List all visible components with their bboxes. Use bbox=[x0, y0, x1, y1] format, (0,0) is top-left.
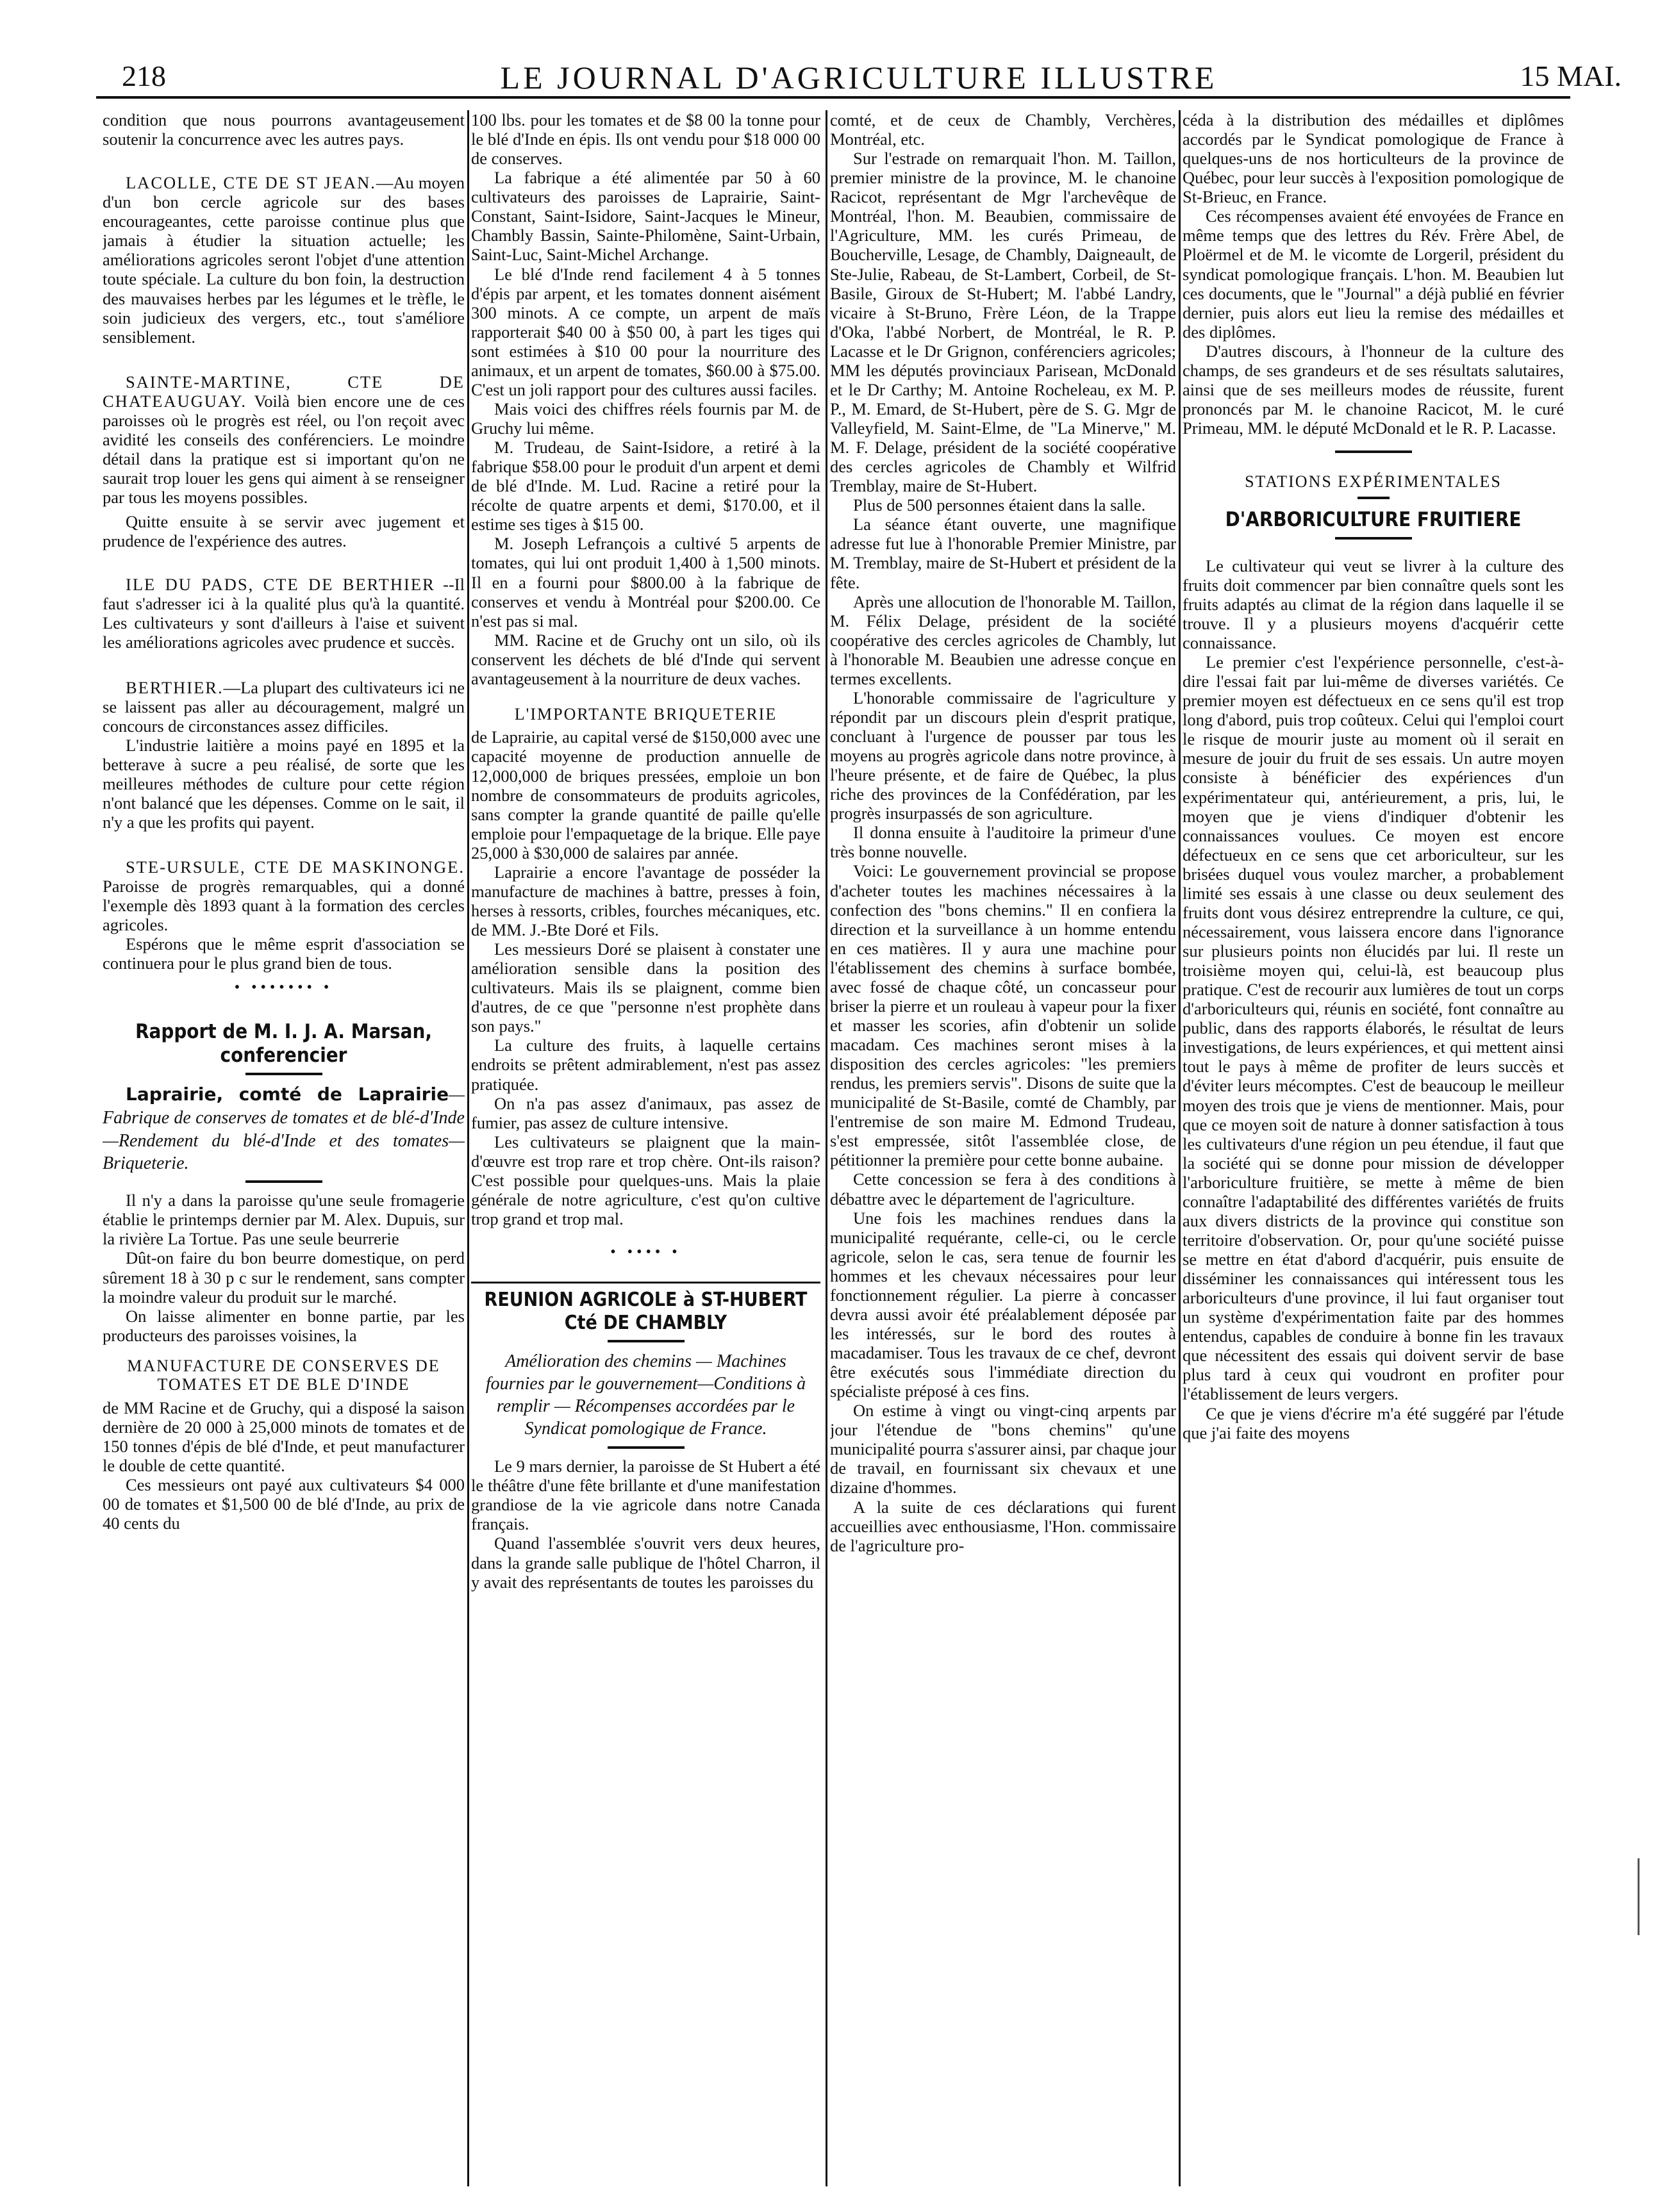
paragraph: Le cultivateur qui veut se livrer à la culture des fruits doit commencer par bien connaître quels sont les fruits adaptés au climat de la région dans laquelle il se trouve. Il y a plusieurs moyens d'acquérir cette connaissance. bbox=[1183, 556, 1564, 652]
paragraph: Ce que je viens d'écrire m'a été suggéré par l'étude que j'ai faite des moyens bbox=[1183, 1403, 1564, 1442]
paragraph: céda à la distribution des médailles et diplômes accordés par le Syndicat pomologique de France à quelques-uns de nos horticulteurs de la province de Québec, pour leur succès à l'exposition pomologique de St-Brieuc, en France. bbox=[1183, 110, 1564, 207]
paragraph: L'industrie laitière a moins payé en 1895 et la betterave à sucre a peu réalisé, de sorte que les meilleures méthodes de culture pour cette région n'ont balancé que les dépenses. Comme on le sait, il n'y a que les profits qui payent. bbox=[103, 735, 465, 832]
paragraph: Laprairie a encore l'avantage de posséder la manufacture de machines à battre, presses à foin, herses à ressorts, cribles, fourches mécaniques, etc. de MM. J.-Bte Doré et Fils. bbox=[471, 862, 820, 939]
subtitle-rest: — Fabrique de conserves de tomates et de blé-d'Inde—Rendement du blé-d'Inde et des tomates—Briqueterie. bbox=[103, 1084, 465, 1174]
paragraph: La fabrique a été alimentée par 50 à 60 cultivateurs des paroisses de Laprairie, Saint-Constant, Saint-Isidore, Saint-Jacques le Mineur, Chambly Bassin, Sainte-Philomène, Saint-Urbain, Saint-Luc, Saint-Michel Archange. bbox=[471, 168, 820, 265]
paragraph: Voici: Le gouvernement provincial se propose d'acheter toutes les machines nécessaires à la confection des "bons chemins." Il en confiera la direction et la surveillance à un homme entendu en ces matières. Il y aura une machine pour l'établissement des chemins à surface bombée, avec fossé de chaque côté, un concasseur pour briser la pierre et un rouleau à vapeur pour la fixer et masser les scories, afin d'obtenir un solide macadam. Ces machines seront mises à la disposition des cercles agricoles: "les premiers rendus, les premiers servis". Disons de suite que la municipalité de St-Basile, comté de Chambly, par l'entremise de son maire M. Edmond Trudeau, s'est empressée, sitôt l'assemblée close, de pétitionner la première pour cette bonne aubaine. bbox=[830, 861, 1176, 1170]
paragraph: M. Joseph Lefrançois a cultivé 5 arpents de tomates, qui lui ont produit 1,400 à 1,500 minots. Il en a fourni pour $800.00 à la fabrique de conserves et vendu à Montréal pour $200.00. Ce n'est pas si mal. bbox=[471, 534, 820, 631]
header-rule bbox=[96, 96, 1570, 99]
column-3 bbox=[830, 110, 1176, 2180]
paragraph: Ces messieurs ont payé aux cultivateurs $4 000 00 de tomates et $1,500 00 de blé d'Inde, au prix de 40 cents du bbox=[103, 1475, 465, 1533]
paragraph bbox=[103, 857, 465, 934]
paragraph: condition que nous pourrons avantageusement soutenir la concurrence avec les autres pays. bbox=[103, 110, 465, 149]
paragraph: On laisse alimenter en bonne partie, par les producteurs des paroisses voisines, la bbox=[103, 1306, 465, 1345]
paragraph bbox=[103, 372, 465, 507]
page-edge-mark bbox=[1638, 1858, 1640, 1935]
article-title: Rapport de M. I. J. A. Marsan, conferencier bbox=[135, 1019, 432, 1067]
section-kicker: STATIONS EXPÉRIMENTALES bbox=[1245, 472, 1502, 491]
title-rule bbox=[1335, 450, 1412, 453]
paragraph: de Laprairie, au capital versé de $150,000 avec une capacité moyenne de production annuelle de 12,000,000 de briques pressées, emploie un bon nombre de consommateurs de produits agricoles, sans compter la grande quantité de paille qu'elle emploie pour l'empaquetage de la brique. Elle paye 25,000 à $30,000 de salaires par année. bbox=[471, 727, 820, 863]
section-heading: LACOLLE, CTE DE ST JEAN. bbox=[126, 173, 376, 193]
column-divider bbox=[467, 110, 469, 2186]
section-heading: L'IMPORTANTE BRIQUETERIE bbox=[514, 704, 777, 723]
section-text: --Il faut s'adresser ici à la qualité plus qu'à la quantité. Les cultivateurs y sont d'ailleurs à l'aise et suivent les améliorations agricoles avec prudence et succès. bbox=[103, 575, 465, 652]
paragraph: La séance étant ouverte, une magnifique adresse fut lue à l'honorable Premier Ministre, par M. Tremblay, maire de St-Hubert et président de la fête. bbox=[830, 515, 1176, 592]
paragraph: Mais voici des chiffres réels fournis par M. de Gruchy lui même. bbox=[471, 399, 820, 438]
column-2 bbox=[471, 110, 820, 2180]
paragraph: On n'a pas assez d'animaux, pas assez de fumier, pas assez de culture intensive. bbox=[471, 1093, 820, 1132]
paragraph: On estime à vingt ou vingt-cinq arpents par jour l'étendue de "bons chemins" qu'une municipalité pourra s'assurer ainsi, par chaque jour de travail, en fournissant six chevaux et une dizaine d'hommes. bbox=[830, 1401, 1176, 1498]
paragraph: Plus de 500 personnes étaient dans la salle. bbox=[853, 495, 1146, 515]
column-divider bbox=[1179, 110, 1181, 2186]
paragraph: comté, et de ceux de Chambly, Verchères, Montréal, etc. bbox=[830, 110, 1176, 149]
paragraph: Quand l'assemblée s'ouvrit vers deux heures, dans la grande salle publique de l'hôtel Charron, il y avait des représentants de toutes les paroisses du bbox=[471, 1533, 820, 1592]
paragraph: A la suite de ces déclarations qui furent accueillies avec enthousiasme, l'Hon. commissaire de l'agriculture pro- bbox=[830, 1497, 1176, 1555]
section-text: Voilà bien encore une de ces paroisses où le progrès est réel, ou l'on reçoit avec avidité les conseils des conférenciers. Le moindre détail dans la pratique est si important qu'on ne saurait trop louer les gens qui aiment à se renseigner par tous les moyens possibles. bbox=[103, 391, 465, 508]
paragraph bbox=[103, 678, 465, 736]
paragraph: de MM Racine et de Gruchy, qui a disposé la saison dernière de 20 000 à 25,000 minots de tomates et de 150 tonnes d'épis de blé d'Inde, et peut manufacturer le double de cette quantité. bbox=[103, 1398, 465, 1475]
paragraph: Quitte ensuite à se servir avec jugement et prudence de l'expérience des autres. bbox=[103, 512, 465, 551]
issue-date: 15 MAI. bbox=[1520, 60, 1622, 92]
section-heading: ILE DU PADS, CTE DE BERTHIER bbox=[126, 575, 435, 595]
section-text: —Au moyen d'un bon cercle agricole sur des bases encourageantes, cette paroisse continue plus que jamais à étudier la situation actuelle; les améliorations agricoles seront l'objet d'une attention toute spéciale. La culture du bon foin, la destruction des mauvaises herbes par les légumes et le trèfle, le soin judicieux des vergers, etc., tout s'améliore sensiblement. bbox=[103, 173, 465, 347]
article-title: REUNION AGRICOLE à ST-HUBERT Cté DE CHAMBLY bbox=[471, 1282, 820, 1335]
section-heading: BERTHIER. bbox=[126, 677, 224, 697]
title-rule bbox=[1335, 537, 1412, 540]
column-divider bbox=[826, 110, 827, 2186]
paragraph bbox=[103, 575, 465, 652]
column-1 bbox=[103, 110, 465, 2180]
title-rule bbox=[245, 1180, 322, 1183]
paragraph: Le premier c'est l'expérience personnelle, c'est-à-dire l'essai fait par lui-même de diverses variétés. Ce premier moyen est défectueux en ce sens qu'il est trop long d'abord, puis trop coûteux. Celui qui l'emploi court le risque de mourir juste au moment où il serait en mesure de jouir du fruit de ses essais. Un autre moyen consiste à bénéficier des expériences d'un expérimentateur qui, antérieurement, a pris, lui, le moyen que je viens d'indiquer d'obtenir les connaissances voulues. Ce moyen est encore défectueux en ce sens que cet arboriculteur, sur les brisées duquel vous voulez marcher, a probablement limité ses essais à une classe ou deux seulement des fruits dont vous désirez entreprendre la culture, ce qui, nécessairement, vous laissera encore dans l'ignorance sur plusieurs points non élucidés par lui. Il reste un troisième moyen qui, celui-là, est beaucoup plus pratique. C'est de recourir aux lumières de tout un corps d'arboriculteurs qui, réunis en société, font connaître au public, dans des rapports élaborés, le résultat de leurs investigations, de leurs expériences, et qui mettent ainsi tout le pays à même de profiter de leurs succès et d'éviter leurs mécomptes. C'est de beaucoup le meilleur moyen des trois que je viens de mentionner. Mais, pour que ce moyen soit de nature à donner satisfaction à tous les cultivateurs d'une région un peu étendue, il faut que la société qui se donne pour mission de développer l'arboriculture fruitière, se mette à même de bien connaître l'adaptabilité des différentes variétés de fruits aux divers districts de la province qui constitue son territoire d'observation. Or, pour qu'une société puisse se mettre en état d'abord d'acquérir, puis ensuite de disséminer les connaissances qui intéressent tous les arboriculteurs d'une province, il lui faut organiser tout un système d'expérimentation faite par des hommes entendus, capables de conduire à bonne fin les travaux que nécessitent des essais qui doivent servir de base plus tard à ceux qui voudront en profiter pour l'établissement de leurs vergers. bbox=[1183, 652, 1564, 1404]
separator-ornament: • •••• • bbox=[610, 1244, 681, 1260]
paragraph: MM. Racine et de Gruchy ont un silo, où ils conservent les déchets de blé d'Inde qui servent avantageusement à la nourriture de deux vaches. bbox=[471, 630, 820, 688]
paragraph: Les cultivateurs se plaignent que la main-d'œuvre est trop rare et trop chère. Ont-ils raison? C'est possible pour quelques-uns. Mais la plaie générale de notre agriculture, c'est qu'on cultive trop grand et trop mal. bbox=[471, 1132, 820, 1228]
section-text: Paroisse de progrès remarquables, qui a donné l'exemple dès 1893 quant à la formation des cercles agricoles. bbox=[103, 877, 465, 935]
page-header bbox=[83, 45, 1634, 96]
subtitle-place: Laprairie, comté de Laprairie bbox=[126, 1083, 449, 1105]
page-number: 218 bbox=[122, 60, 166, 92]
paragraph: Le 9 mars dernier, la paroisse de St Hubert a été le théâtre d'une fête brillante et d'une manifestation grandiose de la vie agricole dans notre Canada français. bbox=[471, 1457, 820, 1534]
paragraph: Il donna ensuite à l'auditoire la primeur d'une très bonne nouvelle. bbox=[830, 823, 1176, 862]
paragraph: D'autres discours, à l'honneur de la culture des champs, de ses grandeurs et de ses résultats salutaires, ainsi que de ses meilleurs modes de réussite, furent prononcés par M. le chanoine Racicot, M. le curé Primeau, MM. le député McDonald et le R. P. Lacasse. bbox=[1183, 341, 1564, 438]
paragraph: L'honorable commissaire de l'agriculture y répondit par un discours plein d'esprit pratique, concluant à l'urgence de pousser par tous les moyens au progrès agricole dans notre province, à l'heure présente, et de faire de Québec, la plus riche des provinces de la Confédération, par les progrès insurpassés de son agriculture. bbox=[830, 688, 1176, 823]
article-subtitle bbox=[103, 1083, 465, 1175]
column-4 bbox=[1183, 110, 1564, 2180]
section-heading: STE-URSULE, CTE DE MASKINONGE. bbox=[126, 857, 465, 877]
article-subtitle: Amélioration des chemins — Machines fournies par le gouvernement—Conditions à remplir — Récompenses accordées par le Syndicat pomologique de France. bbox=[485, 1351, 806, 1439]
separator-ornament: • ••••••• • bbox=[234, 979, 333, 996]
section-heading: SAINTE-MARTINE, CTE DE CHATEAUGUAY. bbox=[103, 372, 465, 411]
paragraph: Sur l'estrade on remarquait l'hon. M. Taillon, premier ministre de la province, M. le chanoine Racicot, représentant de Mgr l'archevêque de Montréal, l'hon. M. Beaubien, commissaire de l'Agriculture, MM. les curés Primeau, de Boucherville, Lesage, de Chambly, Daigneault, de Ste-Julie, Rabeau, de St-Lambert, Corbeil, de St-Basile, Giroux de St-Hubert; M. l'abbé Landry, vicaire à St-Bruno, Frère Léon, de la Trappe d'Oka, l'abbé Norbert, de Montréal, le R. P. Lacasse et le Dr Grignon, conférenciers agricoles; MM les députés provinciaux Parisean, McDonald et le Dr Carthy; M. Antoine Rocheleau, ex M. P. P., M. Emard, de St-Hubert, père de S. G. Mgr de Valleyfield, M. Saint-Elme, de "La Minerve," M. M. F. Delage, président de la société coopérative des cercles agricoles de Chambly et Wilfrid Tremblay, maire de St-Hubert. bbox=[830, 149, 1176, 496]
paragraph: M. Trudeau, de Saint-Isidore, a retiré à la fabrique $58.00 pour le produit d'un arpent et demi de blé d'Inde. M. Lud. Racine a retiré pour la récolte de quatre arpents et demi, $170.00, et il estime ses tiges à $15 00. bbox=[471, 438, 820, 534]
paragraph bbox=[103, 173, 465, 347]
journal-title: LE JOURNAL D'AGRICULTURE ILLUSTRE bbox=[500, 60, 1218, 95]
paragraph: Une fois les machines rendues dans la municipalité requérante, celle-ci, ou le cercle agricole, selon le cas, sera tenue de fournir les hommes et les chevaux nécessaires pour leur fonctionnement régulier. La pierre à concasser devra aussi avoir été préalablement déposée par les intéressés, sur le bord des routes à macadamiser. Tous les travaux de ce chef, devront être exécutés sous l'immédiate direction du spécialiste préposé à ces fins. bbox=[830, 1208, 1176, 1401]
paragraph: Dût-on faire du bon beurre domestique, on perd sûrement 18 à 30 p c sur le rendement, sans compter la moindre valeur du produit sur le marché. bbox=[103, 1248, 465, 1307]
title-rule bbox=[608, 1446, 685, 1449]
paragraph: 100 lbs. pour les tomates et de $8 00 la tonne pour le blé d'Inde en épis. Ils ont vendu pour $18 000 00 de conserves. bbox=[471, 110, 820, 169]
paragraph: Espérons que le même esprit d'association se continuera pour le plus grand bien de tous. bbox=[103, 934, 465, 973]
paragraph: Cette concession se fera à des conditions à débattre avec le département de l'agriculture. bbox=[830, 1169, 1176, 1209]
title-rule bbox=[245, 1073, 322, 1075]
paragraph: Le blé d'Inde rend facilement 4 à 5 tonnes d'épis par arpent, et les tomates donnent aisément 300 minots. A ce compte, un arpent de maïs rapporterait $40 00 à $50 00, à part les tiges qui sont estimées à $10 00 pour la nourriture des animaux, et un arpent de tomates, $60.00 à $75.00. C'est un joli rapport pour des cultures aussi faciles. bbox=[471, 264, 820, 399]
paragraph: La culture des fruits, à laquelle certains endroits se prêtent admirablement, n'est pas assez pratiquée. bbox=[471, 1036, 820, 1094]
title-rule bbox=[608, 1340, 685, 1342]
section-text: —La plupart des cultivateurs ici ne se laissent pas aller au découragement, malgré un concours de circonstances assez difficiles. bbox=[103, 677, 465, 736]
paragraph: Il n'y a dans la paroisse qu'une seule fromagerie établie le printemps dernier par M. Alex. Dupuis, sur la rivière La Tortue. Pas une seule beurrerie bbox=[103, 1191, 465, 1249]
paragraph: Après une allocution de l'honorable M. Taillon, M. Félix Delage, président de la société coopérative des cercles agricoles de Chambly, lut à l'honorable M. Beaubien une adresse conçue en termes excellents. bbox=[830, 591, 1176, 688]
paragraph: Les messieurs Doré se plaisent à constater une amélioration sensible dans la position des cultivateurs. Mais ils se plaignent, comme bien d'autres, de ce que "personne n'est prophète dans son pays." bbox=[471, 939, 820, 1036]
article-title: D'ARBORICULTURE FRUITIERE bbox=[1225, 508, 1522, 531]
paragraph: Ces récompenses avaient été envoyées de France en même temps que des lettres du Rév. Frère Abel, de Ploërmel et de M. le vicomte de Lorgeril, président du syndicat pomologique français. L'hon. M. Beaubien lut ces documents, que le "Journal" a déjà publié en février dernier, puis alors eut lieu la remise des médailles et des diplômes. bbox=[1183, 206, 1564, 342]
section-heading: MANUFACTURE DE CONSERVES DE TOMATES ET DE BLE D'INDE bbox=[127, 1356, 440, 1394]
title-rule bbox=[1358, 497, 1390, 499]
